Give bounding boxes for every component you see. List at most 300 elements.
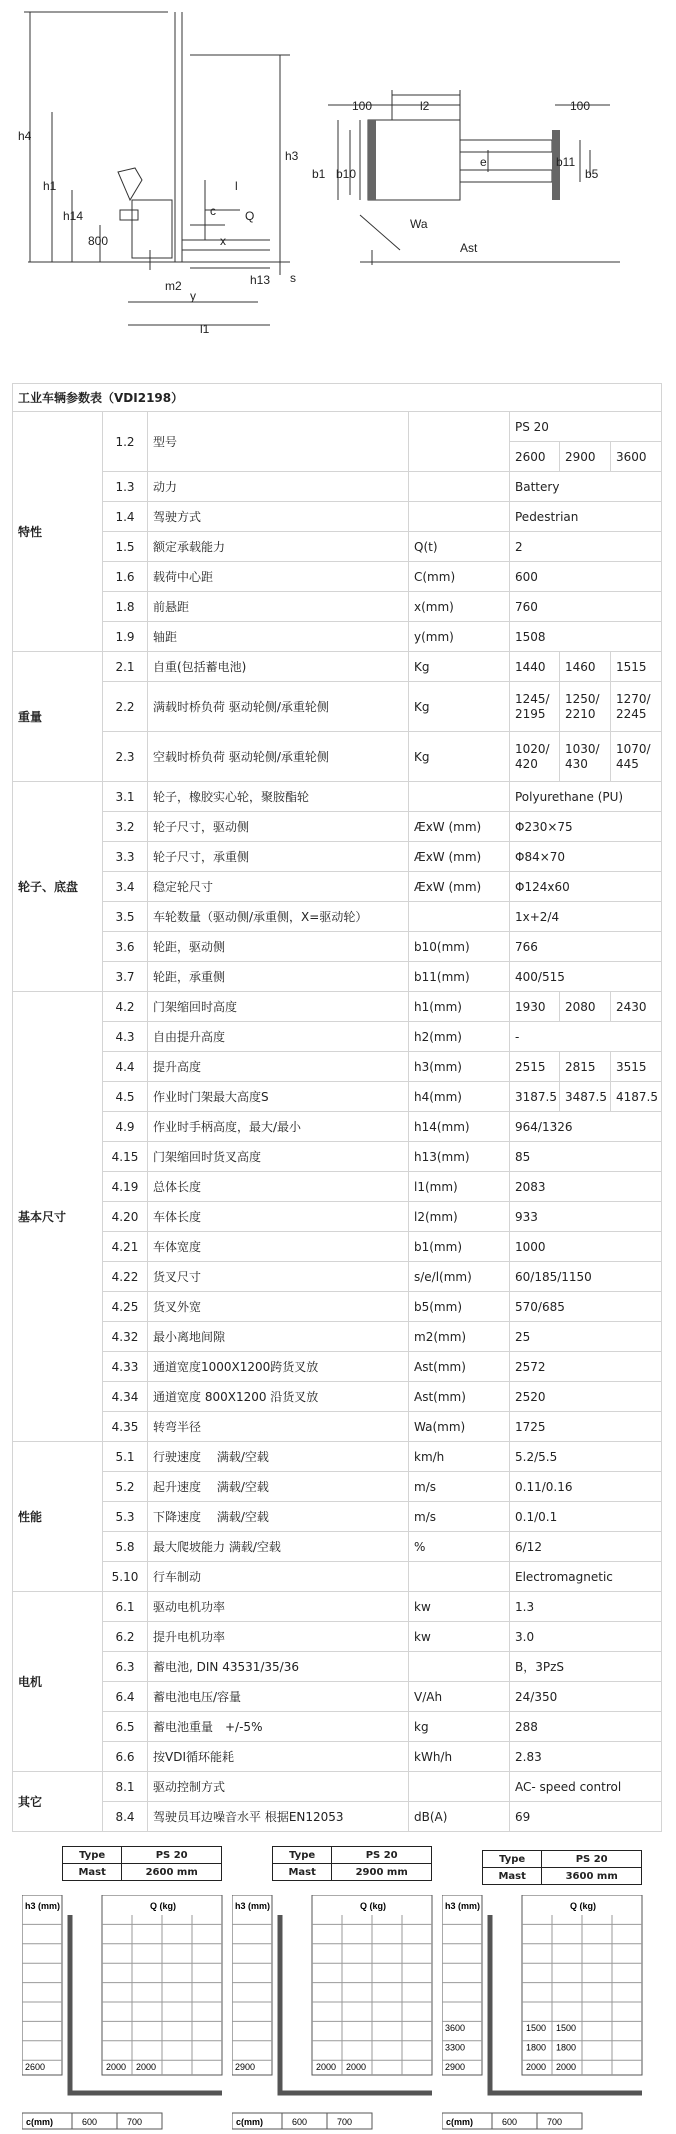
row-value: 1725 bbox=[510, 1412, 662, 1442]
c-value: 700 bbox=[547, 2117, 563, 2127]
row-value: 24/350 bbox=[510, 1682, 662, 1712]
row-item: 动力 bbox=[148, 472, 409, 502]
row-number: 4.2 bbox=[103, 992, 148, 1022]
row-number: 1.5 bbox=[103, 532, 148, 562]
q-value: 2000 bbox=[526, 2062, 547, 2072]
table-row bbox=[13, 412, 662, 442]
row-value: 3187.5 bbox=[510, 1082, 560, 1112]
load-chart bbox=[442, 1895, 647, 2131]
row-unit bbox=[409, 472, 510, 502]
row-value: 25 bbox=[510, 1322, 662, 1352]
row-value: 1x+2/4 bbox=[510, 902, 662, 932]
row-number: 4.25 bbox=[103, 1292, 148, 1322]
row-item: 转弯半径 bbox=[148, 1412, 409, 1442]
dim-label: e bbox=[480, 155, 487, 169]
row-unit: s/e/l(mm) bbox=[409, 1262, 510, 1292]
row-item: 门架缩回时高度 bbox=[148, 992, 409, 1022]
h3-value: 2900 bbox=[235, 2062, 256, 2072]
dim-label: Q bbox=[245, 209, 255, 223]
dim-label: h3 bbox=[285, 149, 299, 163]
row-value: 1508 bbox=[510, 622, 662, 652]
row-number: 6.5 bbox=[103, 1712, 148, 1742]
spec-table bbox=[12, 383, 662, 1832]
row-unit bbox=[409, 502, 510, 532]
row-item: 提升电机功率 bbox=[148, 1622, 409, 1652]
row-value: Φ84×70 bbox=[510, 842, 662, 872]
type-label: Type bbox=[63, 1847, 122, 1864]
row-item: 总体长度 bbox=[148, 1172, 409, 1202]
row-value: 0.11/0.16 bbox=[510, 1472, 662, 1502]
row-value: 288 bbox=[510, 1712, 662, 1742]
table-group: 性能 bbox=[13, 1442, 103, 1592]
row-value: 2083 bbox=[510, 1172, 662, 1202]
row-item: 蓄电池电压/容量 bbox=[148, 1682, 409, 1712]
row-number: 1.3 bbox=[103, 472, 148, 502]
row-unit: kw bbox=[409, 1622, 510, 1652]
q-value: 2000 bbox=[316, 2062, 337, 2072]
dim-label: l2 bbox=[420, 99, 430, 113]
table-group: 特性 bbox=[13, 412, 103, 652]
dim-label: s bbox=[290, 271, 296, 285]
row-unit: h4(mm) bbox=[409, 1082, 510, 1112]
row-item: 门架缩回时货叉高度 bbox=[148, 1142, 409, 1172]
row-unit: V/Ah bbox=[409, 1682, 510, 1712]
row-number: 4.35 bbox=[103, 1412, 148, 1442]
table-row bbox=[13, 1682, 662, 1712]
table-row bbox=[13, 872, 662, 902]
table-row bbox=[13, 682, 662, 732]
row-item: 空载时桥负荷 驱动轮侧/承重轮侧 bbox=[148, 732, 409, 782]
row-item: 车轮数量（驱动侧/承重侧，X=驱动轮） bbox=[148, 902, 409, 932]
table-row bbox=[13, 1772, 662, 1802]
mast-value: 2900 mm bbox=[332, 1864, 432, 1881]
q-label: Q (kg) bbox=[570, 1901, 596, 1911]
row-value: 1440 bbox=[510, 652, 560, 682]
row-number: 4.33 bbox=[103, 1352, 148, 1382]
row-value: 1.3 bbox=[510, 1592, 662, 1622]
dim-label: h1 bbox=[43, 179, 57, 193]
row-number: 6.1 bbox=[103, 1592, 148, 1622]
row-unit: h1(mm) bbox=[409, 992, 510, 1022]
row-unit: % bbox=[409, 1532, 510, 1562]
row-number: 3.4 bbox=[103, 872, 148, 902]
row-value: 69 bbox=[510, 1802, 662, 1832]
row-item: 最大爬坡能力 满载/空载 bbox=[148, 1532, 409, 1562]
dim-label: b1 bbox=[312, 167, 326, 181]
row-number: 1.4 bbox=[103, 502, 148, 532]
dim-label: Wa bbox=[410, 217, 428, 231]
row-item: 自重(包括蓄电池) bbox=[148, 652, 409, 682]
table-group: 电机 bbox=[13, 1592, 103, 1772]
row-number: 6.6 bbox=[103, 1742, 148, 1772]
row-unit: Ast(mm) bbox=[409, 1352, 510, 1382]
dim-label: h13 bbox=[250, 273, 271, 287]
row-item: 轮距，承重侧 bbox=[148, 962, 409, 992]
row-item: 轮距，驱动侧 bbox=[148, 932, 409, 962]
row-item: 轮子尺寸，驱动侧 bbox=[148, 812, 409, 842]
h3-value: 3600 bbox=[445, 2023, 466, 2034]
dim-label: 100 bbox=[570, 99, 591, 113]
row-number: 5.2 bbox=[103, 1472, 148, 1502]
h3-label: h3 (mm) bbox=[25, 1901, 61, 1911]
load-chart bbox=[22, 1895, 227, 2131]
table-row bbox=[13, 1562, 662, 1592]
c-value: 600 bbox=[502, 2117, 518, 2127]
row-item: 车体长度 bbox=[148, 1202, 409, 1232]
row-number: 3.3 bbox=[103, 842, 148, 872]
row-item: 作业时门架最大高度S bbox=[148, 1082, 409, 1112]
table-row bbox=[13, 842, 662, 872]
row-number: 3.2 bbox=[103, 812, 148, 842]
row-value: Electromagnetic bbox=[510, 1562, 662, 1592]
table-row bbox=[13, 1502, 662, 1532]
row-item: 车体宽度 bbox=[148, 1232, 409, 1262]
row-value: 5.2/5.5 bbox=[510, 1442, 662, 1472]
row-value: 2515 bbox=[510, 1052, 560, 1082]
row-number: 4.32 bbox=[103, 1322, 148, 1352]
row-item: 通道宽度1000X1200跨货叉放 bbox=[148, 1352, 409, 1382]
row-item: 作业时手柄高度，最大/最小 bbox=[148, 1112, 409, 1142]
row-unit bbox=[409, 1652, 510, 1682]
row-item: 轴距 bbox=[148, 622, 409, 652]
row-number: 4.34 bbox=[103, 1382, 148, 1412]
row-number: 2.1 bbox=[103, 652, 148, 682]
row-unit: b5(mm) bbox=[409, 1292, 510, 1322]
table-row bbox=[13, 1082, 662, 1112]
row-unit bbox=[409, 1772, 510, 1802]
table-row bbox=[13, 1802, 662, 1832]
row-number: 8.1 bbox=[103, 1772, 148, 1802]
table-row bbox=[13, 1292, 662, 1322]
table-row bbox=[13, 1712, 662, 1742]
q-value: 1500 bbox=[556, 2023, 577, 2034]
dim-label: l1 bbox=[200, 322, 210, 336]
table-group: 其它 bbox=[13, 1772, 103, 1832]
row-value: 1070/ 445 bbox=[611, 732, 662, 782]
row-unit bbox=[409, 412, 510, 472]
q-label: Q (kg) bbox=[150, 1901, 176, 1911]
row-value: 1030/ 430 bbox=[560, 732, 611, 782]
row-unit: b10(mm) bbox=[409, 932, 510, 962]
row-value: PS 20 bbox=[510, 412, 662, 442]
table-row bbox=[13, 532, 662, 562]
table-row bbox=[13, 592, 662, 622]
row-item: 按VDI循环能耗 bbox=[148, 1742, 409, 1772]
table-row bbox=[13, 1742, 662, 1772]
dim-label: b10 bbox=[336, 167, 357, 181]
row-item: 驾驶方式 bbox=[148, 502, 409, 532]
table-row bbox=[13, 732, 662, 782]
row-unit: C(mm) bbox=[409, 562, 510, 592]
row-value: 3600 bbox=[611, 442, 662, 472]
row-unit: h3(mm) bbox=[409, 1052, 510, 1082]
mast-label: Mast bbox=[63, 1864, 122, 1881]
row-number: 4.21 bbox=[103, 1232, 148, 1262]
row-unit: l2(mm) bbox=[409, 1202, 510, 1232]
row-value: Φ230×75 bbox=[510, 812, 662, 842]
table-row bbox=[13, 1262, 662, 1292]
row-value: Pedestrian bbox=[510, 502, 662, 532]
c-label: c(mm) bbox=[446, 2117, 474, 2127]
q-value: 1800 bbox=[556, 2042, 577, 2053]
row-item: 提升高度 bbox=[148, 1052, 409, 1082]
row-unit: ÆxW (mm) bbox=[409, 812, 510, 842]
row-value: 1270/ 2245 bbox=[611, 682, 662, 732]
row-unit: Q(t) bbox=[409, 532, 510, 562]
dim-label: 800 bbox=[88, 234, 109, 248]
table-row bbox=[13, 1172, 662, 1202]
row-item: 起升速度 满载/空载 bbox=[148, 1472, 409, 1502]
c-label: c(mm) bbox=[26, 2117, 54, 2127]
table-row bbox=[13, 1382, 662, 1412]
c-value: 600 bbox=[82, 2117, 98, 2127]
dim-label: h4 bbox=[18, 129, 32, 143]
row-value: 6/12 bbox=[510, 1532, 662, 1562]
row-unit: ÆxW (mm) bbox=[409, 872, 510, 902]
row-value: - bbox=[510, 1022, 662, 1052]
row-item: 载荷中心距 bbox=[148, 562, 409, 592]
table-group: 基本尺寸 bbox=[13, 992, 103, 1442]
row-unit: Kg bbox=[409, 732, 510, 782]
row-item: 前悬距 bbox=[148, 592, 409, 622]
row-value: Polyurethane (PU) bbox=[510, 782, 662, 812]
row-unit: b1(mm) bbox=[409, 1232, 510, 1262]
table-row bbox=[13, 1622, 662, 1652]
row-value: 600 bbox=[510, 562, 662, 592]
row-number: 4.5 bbox=[103, 1082, 148, 1112]
table-row bbox=[13, 1412, 662, 1442]
q-label: Q (kg) bbox=[360, 1901, 386, 1911]
type-mast-box bbox=[272, 1846, 432, 1881]
table-row bbox=[13, 652, 662, 682]
table-row bbox=[13, 622, 662, 652]
dim-label: m2 bbox=[165, 279, 182, 293]
row-item: 自由提升高度 bbox=[148, 1022, 409, 1052]
row-value: 1930 bbox=[510, 992, 560, 1022]
q-value: 2000 bbox=[346, 2062, 367, 2072]
table-row bbox=[13, 992, 662, 1022]
dim-label: 100 bbox=[352, 99, 373, 113]
c-value: 600 bbox=[292, 2117, 308, 2127]
row-number: 1.9 bbox=[103, 622, 148, 652]
row-number: 3.7 bbox=[103, 962, 148, 992]
h3-value: 2900 bbox=[445, 2062, 466, 2072]
row-number: 1.2 bbox=[103, 412, 148, 472]
row-unit: y(mm) bbox=[409, 622, 510, 652]
row-value: 1020/ 420 bbox=[510, 732, 560, 782]
row-item: 蓄电池重量 +/-5% bbox=[148, 1712, 409, 1742]
mast-label: Mast bbox=[273, 1864, 332, 1881]
h3-label: h3 (mm) bbox=[235, 1901, 271, 1911]
dim-label: Ast bbox=[460, 241, 478, 255]
row-item: 驾驶员耳边噪音水平 根据EN12053 bbox=[148, 1802, 409, 1832]
h3-label: h3 (mm) bbox=[445, 1901, 481, 1911]
mast-value: 2600 mm bbox=[122, 1864, 222, 1881]
row-unit: Ast(mm) bbox=[409, 1382, 510, 1412]
row-unit: kw bbox=[409, 1592, 510, 1622]
row-number: 1.8 bbox=[103, 592, 148, 622]
row-number: 5.8 bbox=[103, 1532, 148, 1562]
q-value: 1800 bbox=[526, 2042, 547, 2053]
table-row bbox=[13, 1652, 662, 1682]
table-row bbox=[13, 1052, 662, 1082]
row-number: 4.9 bbox=[103, 1112, 148, 1142]
row-value: 933 bbox=[510, 1202, 662, 1232]
row-item: 型号 bbox=[148, 412, 409, 472]
row-value: 400/515 bbox=[510, 962, 662, 992]
row-unit: Kg bbox=[409, 682, 510, 732]
table-row bbox=[13, 782, 662, 812]
row-value: 3515 bbox=[611, 1052, 662, 1082]
table-row bbox=[13, 1322, 662, 1352]
row-value: 2080 bbox=[560, 992, 611, 1022]
table-row bbox=[13, 1112, 662, 1142]
row-unit: h14(mm) bbox=[409, 1112, 510, 1142]
row-value: 60/185/1150 bbox=[510, 1262, 662, 1292]
row-unit bbox=[409, 902, 510, 932]
row-number: 3.5 bbox=[103, 902, 148, 932]
row-item: 行车制动 bbox=[148, 1562, 409, 1592]
row-value: 1000 bbox=[510, 1232, 662, 1262]
table-title: 工业车辆参数表（VDI2198） bbox=[13, 384, 662, 412]
row-number: 4.4 bbox=[103, 1052, 148, 1082]
row-value: 1250/ 2210 bbox=[560, 682, 611, 732]
table-row bbox=[13, 502, 662, 532]
h3-value: 2600 bbox=[25, 2062, 46, 2072]
table-row bbox=[13, 902, 662, 932]
row-value: 2.83 bbox=[510, 1742, 662, 1772]
row-unit: l1(mm) bbox=[409, 1172, 510, 1202]
dim-label: x bbox=[220, 234, 226, 248]
row-value: 85 bbox=[510, 1142, 662, 1172]
q-value: 2000 bbox=[136, 2062, 157, 2072]
row-value: 760 bbox=[510, 592, 662, 622]
row-unit: Kg bbox=[409, 652, 510, 682]
table-row bbox=[13, 1532, 662, 1562]
table-row bbox=[13, 1442, 662, 1472]
table-row bbox=[13, 562, 662, 592]
row-value: 3487.5 bbox=[560, 1082, 611, 1112]
table-row bbox=[13, 1232, 662, 1262]
table-row bbox=[13, 1142, 662, 1172]
row-unit: x(mm) bbox=[409, 592, 510, 622]
q-value: 2000 bbox=[106, 2062, 127, 2072]
row-item: 货叉尺寸 bbox=[148, 1262, 409, 1292]
dim-label: c bbox=[210, 204, 216, 218]
row-value: 766 bbox=[510, 932, 662, 962]
row-value: 3.0 bbox=[510, 1622, 662, 1652]
type-value: PS 20 bbox=[122, 1847, 222, 1864]
dim-label: l bbox=[235, 179, 238, 193]
row-value: 1460 bbox=[560, 652, 611, 682]
row-unit: m/s bbox=[409, 1502, 510, 1532]
row-number: 4.22 bbox=[103, 1262, 148, 1292]
row-item: 最小离地间隙 bbox=[148, 1322, 409, 1352]
row-value: B，3PzS bbox=[510, 1652, 662, 1682]
row-unit: m/s bbox=[409, 1472, 510, 1502]
row-value: 1515 bbox=[611, 652, 662, 682]
row-number: 6.3 bbox=[103, 1652, 148, 1682]
table-row bbox=[13, 962, 662, 992]
row-value: Φ124x60 bbox=[510, 872, 662, 902]
row-unit: b11(mm) bbox=[409, 962, 510, 992]
table-row bbox=[13, 1472, 662, 1502]
row-number: 5.3 bbox=[103, 1502, 148, 1532]
row-unit: ÆxW (mm) bbox=[409, 842, 510, 872]
table-row bbox=[13, 1592, 662, 1622]
type-mast-box bbox=[482, 1850, 642, 1885]
row-number: 2.3 bbox=[103, 732, 148, 782]
row-value: AC- speed control bbox=[510, 1772, 662, 1802]
table-row bbox=[13, 1352, 662, 1382]
row-number: 8.4 bbox=[103, 1802, 148, 1832]
table-row bbox=[13, 812, 662, 842]
row-item: 轮子尺寸，承重侧 bbox=[148, 842, 409, 872]
row-item: 满载时桥负荷 驱动轮侧/承重轮侧 bbox=[148, 682, 409, 732]
table-group: 轮子、底盘 bbox=[13, 782, 103, 992]
row-item: 通道宽度 800X1200 沿货叉放 bbox=[148, 1382, 409, 1412]
dim-label: b11 bbox=[556, 155, 576, 169]
row-item: 蓄电池, DIN 43531/35/36 bbox=[148, 1652, 409, 1682]
row-unit: dB(A) bbox=[409, 1802, 510, 1832]
q-value: 1500 bbox=[526, 2023, 547, 2034]
row-value: 2600 bbox=[510, 442, 560, 472]
row-item: 额定承载能力 bbox=[148, 532, 409, 562]
mast-label: Mast bbox=[483, 1868, 542, 1885]
row-item: 驱动电机功率 bbox=[148, 1592, 409, 1622]
row-item: 驱动控制方式 bbox=[148, 1772, 409, 1802]
type-label: Type bbox=[273, 1847, 332, 1864]
row-number: 4.19 bbox=[103, 1172, 148, 1202]
row-value: 2900 bbox=[560, 442, 611, 472]
row-number: 5.1 bbox=[103, 1442, 148, 1472]
type-mast-box bbox=[62, 1846, 222, 1881]
table-row bbox=[13, 472, 662, 502]
row-value: 2520 bbox=[510, 1382, 662, 1412]
row-unit bbox=[409, 782, 510, 812]
table-row bbox=[13, 1022, 662, 1052]
h3-value: 3300 bbox=[445, 2042, 466, 2053]
row-value: 1245/ 2195 bbox=[510, 682, 560, 732]
row-unit bbox=[409, 1562, 510, 1592]
type-label: Type bbox=[483, 1851, 542, 1868]
row-item: 行驶速度 满载/空载 bbox=[148, 1442, 409, 1472]
row-number: 4.3 bbox=[103, 1022, 148, 1052]
row-unit: h13(mm) bbox=[409, 1142, 510, 1172]
row-unit: Wa(mm) bbox=[409, 1412, 510, 1442]
row-item: 轮子，橡胶实心轮，聚胺酯轮 bbox=[148, 782, 409, 812]
row-unit: m2(mm) bbox=[409, 1322, 510, 1352]
row-value: 0.1/0.1 bbox=[510, 1502, 662, 1532]
row-number: 5.10 bbox=[103, 1562, 148, 1592]
type-value: PS 20 bbox=[332, 1847, 432, 1864]
row-item: 稳定轮尺寸 bbox=[148, 872, 409, 902]
row-unit: kg bbox=[409, 1712, 510, 1742]
row-unit: kWh/h bbox=[409, 1742, 510, 1772]
row-number: 2.2 bbox=[103, 682, 148, 732]
dim-label: h14 bbox=[63, 209, 84, 223]
row-value: 2815 bbox=[560, 1052, 611, 1082]
row-value: 2430 bbox=[611, 992, 662, 1022]
row-number: 1.6 bbox=[103, 562, 148, 592]
row-item: 货叉外宽 bbox=[148, 1292, 409, 1322]
dim-label: y bbox=[190, 289, 196, 303]
q-value: 2000 bbox=[556, 2062, 577, 2072]
row-number: 3.6 bbox=[103, 932, 148, 962]
load-chart bbox=[232, 1895, 437, 2131]
table-row bbox=[13, 1202, 662, 1232]
row-value: 4187.5 bbox=[611, 1082, 662, 1112]
